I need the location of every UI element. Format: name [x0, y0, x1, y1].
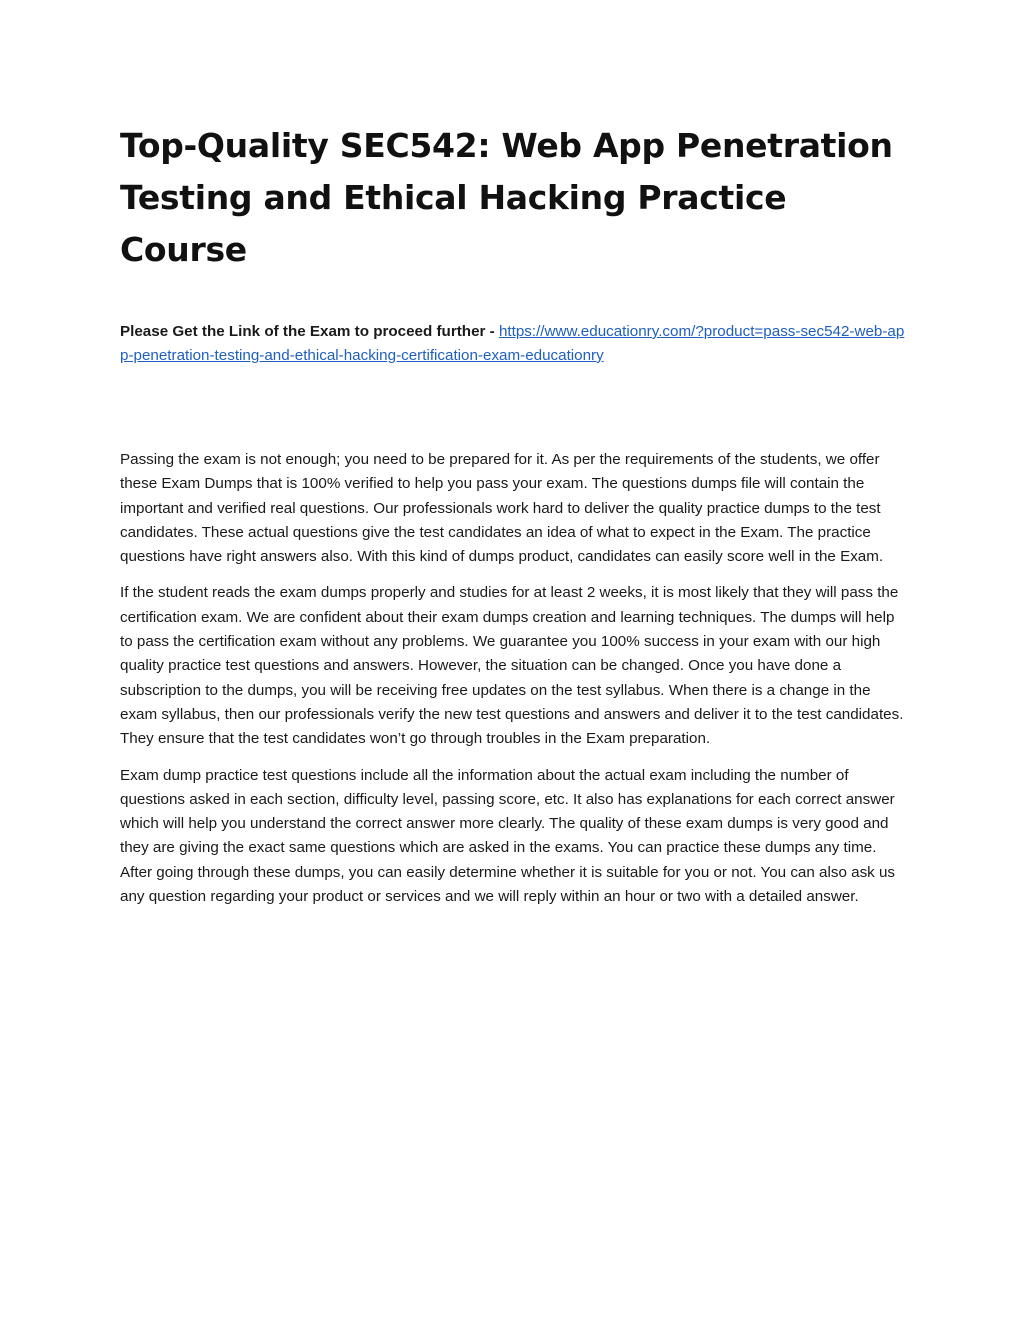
link-intro-text: Please Get the Link of the Exam to proceed further -	[120, 323, 499, 340]
body-section	[120, 448, 910, 909]
exam-link[interactable]: https://www.educationry.com/?product=pass-sec542-web-app-penetration-testing-and-ethical-hacking-certification-exam-educationry	[120, 323, 905, 364]
body-paragraph-2: If the student reads the exam dumps properly and studies for at least 2 weeks, it is most likely that they will pass the certification exam. We are confident about their exam dumps creation and learning techniques. The dumps will help to pass the certification exam without any problems. We guarantee you 100% success in your exam with our high quality practice test questions and answers. However, the situation can be changed. Once you have done a subscription to the dumps, you will be receiving free updates on the test syllabus. When there is a change in the exam syllabus, then our professionals verify the new test questions and answers and deliver it to the test candidates. They ensure that the test candidates won’t go through troubles in the Exam preparation.	[120, 584, 904, 748]
body-paragraph-1: Passing the exam is not enough; you need to be prepared for it. As per the requirements of the students, we offer these Exam Dumps that is 100% verified to help you pass your exam. The questions dumps file will contain the important and verified real questions. Our professionals work hard to deliver the quality practice dumps to the test candidates. These actual questions give the test candidates an idea of what to expect in the Exam. The practice questions have right answers also. With this kind of dumps product, candidates can easily score well in the Exam.	[120, 451, 884, 566]
document-page	[120, 120, 910, 921]
body-paragraph-3: Exam dump practice test questions include all the information about the actual exam including the number of questions asked in each section, difficulty level, passing score, etc. It also has explanations for each correct answer which will help you understand the correct answer more clearly. The quality of these exam dumps is very good and they are giving the exact same questions which are asked in the exams. You can practice these dumps any time. After going through these dumps, you can easily determine whether it is suitable for you or not. You can also ask us any question regarding your product or services and we will reply within an hour or two with a detailed answer.	[120, 766, 896, 906]
exam-link-paragraph	[120, 320, 910, 368]
document-title: Top-Quality SEC542: Web App Penetration Testing and Ethical Hacking Practice Course	[120, 126, 893, 269]
